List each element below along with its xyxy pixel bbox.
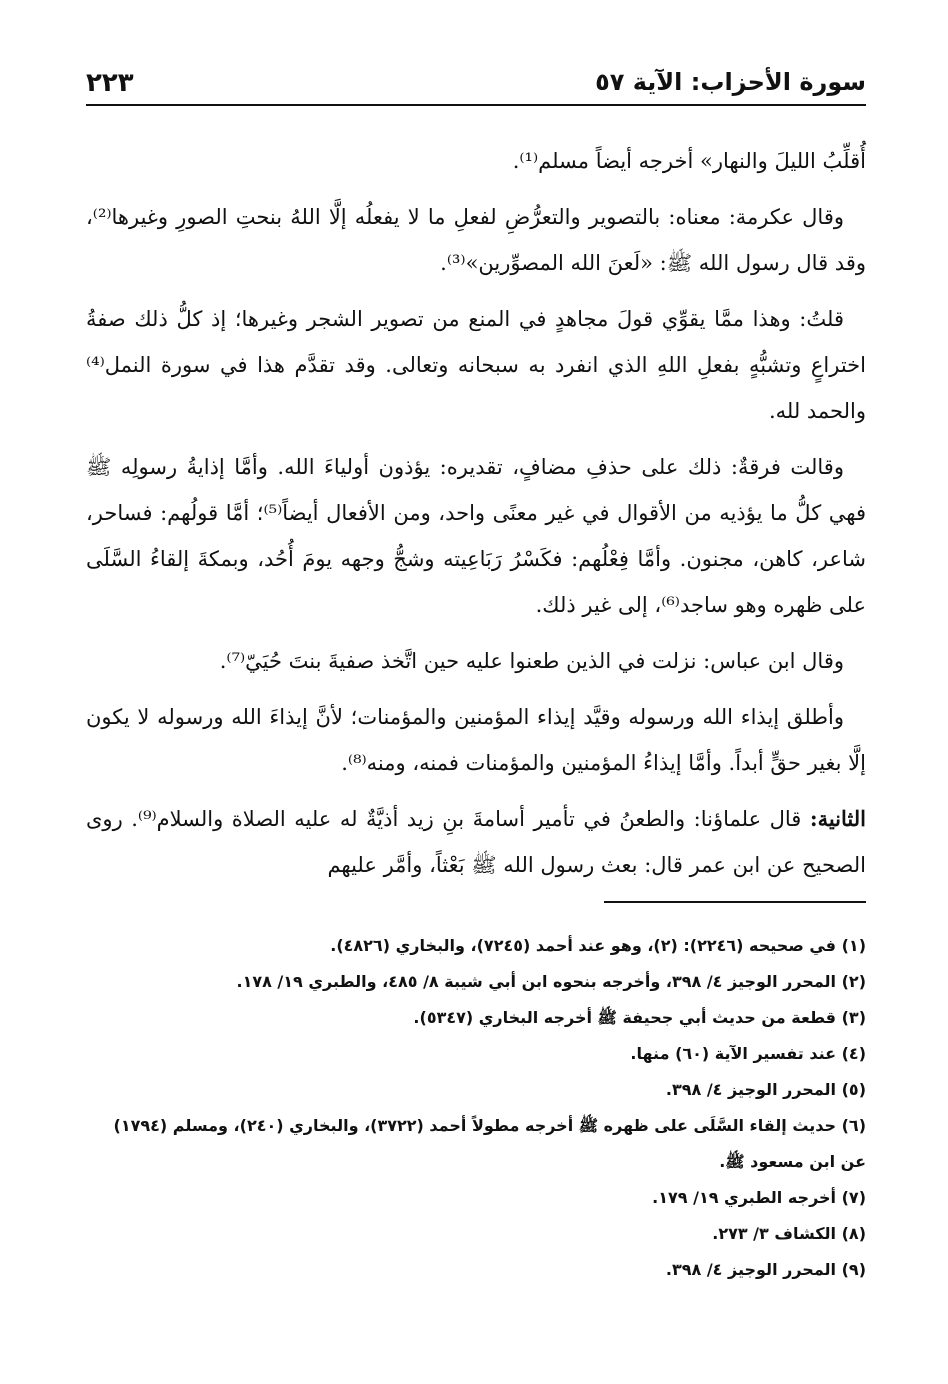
footnote: (٥) المحرر الوجيز ٤/ ٣٩٨. xyxy=(665,1080,866,1099)
paragraph xyxy=(86,796,866,888)
paragraph: وقال عكرمة: معناه: بالتصوير والتعرُّضِ لفعلِ ما لا يفعلُه إلَّا اللهُ بنحتِ الصورِ وغيرها⁽²⁾، وقد قال رسول الله ﷺ: «لَعنَ الله المصوِّرين»⁽³⁾. xyxy=(86,205,866,275)
section-label: الثانية: xyxy=(809,806,866,831)
footnote: (٦) حديث إلقاء السَّلَى على ظهره ﷺ أخرجه مطولاً أحمد (٣٧٢٢)، والبخاري (٢٤٠)، ومسلم (١٧٩٤) عن ابن مسعود ﷺ. xyxy=(113,1116,866,1171)
page-header xyxy=(86,60,866,104)
paragraph: وقال ابن عباس: نزلت في الذين طعنوا عليه حين اتَّخذ صفيةَ بنتَ حُيَيّ⁽⁷⁾. xyxy=(219,649,844,673)
paragraph: قلتُ: وهذا ممَّا يقوِّي قولَ مجاهدٍ في المنع من تصوير الشجر وغيرها؛ إذ كلُّ ذلك صفةُ اختراعٍ وتشبُّهٍ بفعلِ اللهِ الذي انفرد به سبحانه وتعالى. وقد تقدَّم هذا في سورة النمل⁽⁴⁾ والحمد لله. xyxy=(86,307,866,423)
footnote: (٤) عند تفسير الآية (٦٠) منها. xyxy=(630,1044,866,1063)
footnote: (٧) أخرجه الطبري ١٩/ ١٧٩. xyxy=(652,1188,866,1207)
paragraph: وأطلق إيذاء الله ورسوله وقيَّد إيذاء المؤمنين والمؤمنات؛ لأنَّ إيذاءَ الله ورسوله لا يكون إلَّا بغير حقٍّ أبداً. وأمَّا إيذاءُ المؤمنين والمؤمنات فمنه، ومنه⁽⁸⁾. xyxy=(86,705,866,775)
footnotes xyxy=(86,928,866,1288)
header-divider xyxy=(86,104,866,106)
footnote: (٢) المحرر الوجيز ٤/ ٣٩٨، وأخرجه بنحوه ابن أبي شيبة ٨/ ٤٨٥، والطبري ١٩/ ١٧٨. xyxy=(236,972,866,991)
footnote: (٩) المحرر الوجيز ٤/ ٣٩٨. xyxy=(665,1260,866,1279)
running-title: سورة الأحزاب: الآية ٥٧ xyxy=(595,68,866,96)
paragraph: أُقلِّبُ الليلَ والنهار» أخرجه أيضاً مسلم⁽¹⁾. xyxy=(512,149,866,173)
footnote: (٨) الكشاف ٣/ ٢٧٣. xyxy=(712,1224,866,1243)
page-number: ٢٢٣ xyxy=(86,68,134,98)
footnote: (١) في صحيحه (٢٢٤٦): (٢)، وهو عند أحمد (٧٢٤٥)، والبخاري (٤٨٢٦). xyxy=(330,936,866,955)
footnote-divider xyxy=(604,901,866,903)
paragraph: وقالت فرقةٌ: ذلك على حذفِ مضافٍ، تقديره: يؤذون أولياءَ الله. وأمَّا إذايةُ رسولِه ﷺ فهي كلُّ ما يؤذيه من الأقوال في غير معنًى واحد، ومن الأفعال أيضاً⁽⁵⁾؛ أمَّا قولُهم: فساحر، شاعر، كاهن، مجنون. وأمَّا فِعْلُهم: فكَسْرُ رَبَاعِيته وشجُّ وجهه يومَ أُحُد، وبمكةَ إلقاءُ السَّلَى على ظهره وهو ساجد⁽⁶⁾، إلى غير ذلك. xyxy=(86,455,867,617)
footnote: (٣) قطعة من حديث أبي جحيفة ﷺ أخرجه البخاري (٥٣٤٧). xyxy=(413,1008,866,1027)
paragraph-text: قال علماؤنا: والطعنُ في تأمير أسامةَ بنِ زيد أذيَّةٌ له عليه الصلاة والسلام⁽⁹⁾. روى الصحيح عن ابن عمر قال: بعث رسول الله ﷺ بَعْثاً، وأمَّر عليهم xyxy=(86,807,866,877)
main-text xyxy=(86,138,866,898)
